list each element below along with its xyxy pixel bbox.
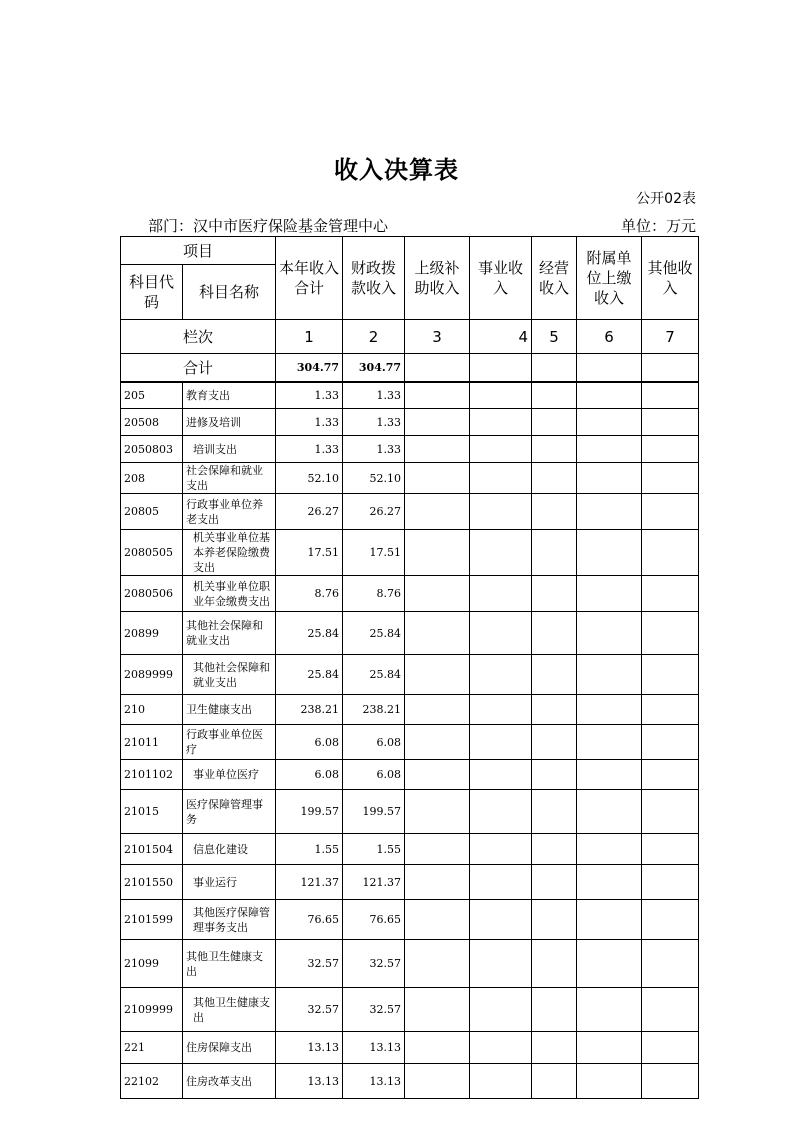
- subject-name-cell: 机关事业单位基本养老保险缴费支出: [183, 530, 276, 576]
- subject-code-cell: 205: [121, 382, 183, 409]
- empty-cell: [532, 463, 577, 494]
- fiscal-appropriation-cell: 6.08: [343, 725, 405, 760]
- total-value-6: [577, 354, 642, 382]
- fiscal-appropriation-cell: 13.13: [343, 1064, 405, 1099]
- header-other-income: 其他收入: [642, 237, 699, 320]
- income-table: [120, 236, 699, 1099]
- empty-cell: [470, 790, 532, 834]
- empty-cell: [532, 382, 577, 409]
- table-row: [121, 695, 699, 725]
- empty-cell: [532, 655, 577, 695]
- subject-name-cell: 社会保障和就业支出: [183, 463, 276, 494]
- table-row: [121, 655, 699, 695]
- empty-cell: [470, 612, 532, 655]
- empty-cell: [470, 409, 532, 436]
- unit-label: 单位：万元: [620, 217, 696, 235]
- empty-cell: [577, 760, 642, 790]
- empty-cell: [577, 940, 642, 988]
- table-row: [121, 865, 699, 900]
- empty-cell: [642, 612, 699, 655]
- subject-name-cell: 行政事业单位医疗: [183, 725, 276, 760]
- empty-cell: [405, 865, 470, 900]
- total-income-cell: 76.65: [276, 900, 343, 940]
- total-income-cell: 1.55: [276, 834, 343, 865]
- fiscal-appropriation-cell: 6.08: [343, 760, 405, 790]
- empty-cell: [470, 1032, 532, 1064]
- table-row: [121, 1064, 699, 1099]
- total-value-7: [642, 354, 699, 382]
- fiscal-appropriation-cell: 32.57: [343, 988, 405, 1032]
- fiscal-appropriation-cell: 25.84: [343, 612, 405, 655]
- empty-cell: [470, 494, 532, 530]
- empty-cell: [642, 576, 699, 612]
- subject-code-cell: 20899: [121, 612, 183, 655]
- total-income-cell: 199.57: [276, 790, 343, 834]
- empty-cell: [470, 725, 532, 760]
- fiscal-appropriation-cell: 17.51: [343, 530, 405, 576]
- fiscal-appropriation-cell: 13.13: [343, 1032, 405, 1064]
- subject-code-cell: 20508: [121, 409, 183, 436]
- empty-cell: [405, 612, 470, 655]
- empty-cell: [470, 900, 532, 940]
- header-fiscal-appropriation: 财政拨款收入: [343, 237, 405, 320]
- empty-cell: [642, 436, 699, 463]
- subject-name-cell: 教育支出: [183, 382, 276, 409]
- subject-code-cell: 2089999: [121, 655, 183, 695]
- empty-cell: [642, 940, 699, 988]
- subject-name-cell: 住房保障支出: [183, 1032, 276, 1064]
- empty-cell: [405, 409, 470, 436]
- department-label: 部门：汉中市医疗保险基金管理中心: [148, 217, 389, 235]
- fiscal-appropriation-cell: 76.65: [343, 900, 405, 940]
- table-row: [121, 940, 699, 988]
- subject-name-cell: 培训支出: [183, 436, 276, 463]
- empty-cell: [470, 382, 532, 409]
- empty-cell: [532, 865, 577, 900]
- empty-cell: [642, 834, 699, 865]
- total-income-cell: 1.33: [276, 382, 343, 409]
- subject-code-cell: 2050803: [121, 436, 183, 463]
- fiscal-appropriation-cell: 32.57: [343, 940, 405, 988]
- subject-name-cell: 医疗保障管理事务: [183, 790, 276, 834]
- empty-cell: [577, 409, 642, 436]
- empty-cell: [577, 725, 642, 760]
- subject-name-cell: 其他卫生健康支出: [183, 940, 276, 988]
- empty-cell: [405, 760, 470, 790]
- empty-cell: [577, 834, 642, 865]
- subject-name-cell: 住房改革支出: [183, 1064, 276, 1099]
- empty-cell: [405, 1064, 470, 1099]
- empty-cell: [577, 1064, 642, 1099]
- column-number-5: 5: [532, 320, 577, 354]
- empty-cell: [532, 760, 577, 790]
- empty-cell: [405, 655, 470, 695]
- subject-name-cell: 其他社会保障和就业支出: [183, 655, 276, 695]
- empty-cell: [470, 695, 532, 725]
- total-income-cell: 13.13: [276, 1064, 343, 1099]
- header-subject-code: 科目代码: [121, 265, 183, 320]
- total-label: 合计: [121, 354, 276, 382]
- total-income-cell: 52.10: [276, 463, 343, 494]
- header-project: 项目: [121, 237, 276, 265]
- subject-code-cell: 2101504: [121, 834, 183, 865]
- empty-cell: [470, 865, 532, 900]
- subject-name-cell: 进修及培训: [183, 409, 276, 436]
- empty-cell: [642, 790, 699, 834]
- table-row: [121, 463, 699, 494]
- empty-cell: [405, 834, 470, 865]
- header-subject-name: 科目名称: [183, 265, 276, 320]
- subject-name-cell: 事业运行: [183, 865, 276, 900]
- table-row: [121, 612, 699, 655]
- empty-cell: [470, 530, 532, 576]
- subject-code-cell: 2101102: [121, 760, 183, 790]
- subject-code-cell: 22102: [121, 1064, 183, 1099]
- empty-cell: [642, 695, 699, 725]
- total-income-cell: 1.33: [276, 409, 343, 436]
- subject-name-cell: 机关事业单位职业年金缴费支出: [183, 576, 276, 612]
- fiscal-appropriation-cell: 199.57: [343, 790, 405, 834]
- empty-cell: [577, 530, 642, 576]
- empty-cell: [532, 1064, 577, 1099]
- table-row: [121, 494, 699, 530]
- column-number-7: 7: [642, 320, 699, 354]
- total-value-1: 304.77: [276, 354, 343, 382]
- total-value-3: [405, 354, 470, 382]
- empty-cell: [642, 900, 699, 940]
- total-income-cell: 26.27: [276, 494, 343, 530]
- table-row: [121, 530, 699, 576]
- form-number: 公开02表: [636, 191, 696, 207]
- empty-cell: [405, 988, 470, 1032]
- empty-cell: [532, 409, 577, 436]
- empty-cell: [642, 1064, 699, 1099]
- empty-cell: [577, 790, 642, 834]
- empty-cell: [532, 530, 577, 576]
- header-row-1: [121, 237, 699, 265]
- empty-cell: [577, 1032, 642, 1064]
- subject-code-cell: 210: [121, 695, 183, 725]
- column-number-label: 栏次: [121, 320, 276, 354]
- table-row: [121, 760, 699, 790]
- empty-cell: [642, 382, 699, 409]
- empty-cell: [577, 436, 642, 463]
- subject-code-cell: 2080506: [121, 576, 183, 612]
- table-row: [121, 1032, 699, 1064]
- subject-name-cell: 信息化建设: [183, 834, 276, 865]
- page-title: 收入决算表: [334, 156, 459, 184]
- subject-code-cell: 21099: [121, 940, 183, 988]
- total-income-cell: 1.33: [276, 436, 343, 463]
- fiscal-appropriation-cell: 25.84: [343, 655, 405, 695]
- empty-cell: [470, 655, 532, 695]
- empty-cell: [577, 988, 642, 1032]
- empty-cell: [577, 900, 642, 940]
- fiscal-appropriation-cell: 121.37: [343, 865, 405, 900]
- fiscal-appropriation-cell: 52.10: [343, 463, 405, 494]
- column-number-2: 2: [343, 320, 405, 354]
- header-business-income: 事业收入: [470, 237, 532, 320]
- total-income-cell: 13.13: [276, 1032, 343, 1064]
- subject-code-cell: 208: [121, 463, 183, 494]
- subject-code-cell: 20805: [121, 494, 183, 530]
- empty-cell: [532, 940, 577, 988]
- total-row: [121, 354, 699, 382]
- empty-cell: [532, 576, 577, 612]
- empty-cell: [470, 576, 532, 612]
- table-row: [121, 834, 699, 865]
- empty-cell: [470, 1064, 532, 1099]
- subject-name-cell: 其他医疗保障管理事务支出: [183, 900, 276, 940]
- subject-code-cell: 21011: [121, 725, 183, 760]
- empty-cell: [405, 576, 470, 612]
- table-row: [121, 900, 699, 940]
- empty-cell: [470, 436, 532, 463]
- subject-code-cell: 2080505: [121, 530, 183, 576]
- total-value-2: 304.77: [343, 354, 405, 382]
- empty-cell: [577, 695, 642, 725]
- empty-cell: [642, 530, 699, 576]
- table-row: [121, 409, 699, 436]
- fiscal-appropriation-cell: 1.33: [343, 409, 405, 436]
- fiscal-appropriation-cell: 26.27: [343, 494, 405, 530]
- table-row: [121, 576, 699, 612]
- empty-cell: [405, 436, 470, 463]
- fiscal-appropriation-cell: 1.33: [343, 382, 405, 409]
- empty-cell: [577, 612, 642, 655]
- total-income-cell: 238.21: [276, 695, 343, 725]
- total-income-cell: 32.57: [276, 940, 343, 988]
- empty-cell: [405, 494, 470, 530]
- subject-name-cell: 其他社会保障和就业支出: [183, 612, 276, 655]
- total-value-4: [470, 354, 532, 382]
- empty-cell: [532, 834, 577, 865]
- empty-cell: [405, 695, 470, 725]
- empty-cell: [405, 530, 470, 576]
- total-income-cell: 25.84: [276, 655, 343, 695]
- empty-cell: [405, 463, 470, 494]
- subject-code-cell: 21015: [121, 790, 183, 834]
- subject-name-cell: 卫生健康支出: [183, 695, 276, 725]
- empty-cell: [470, 988, 532, 1032]
- subject-name-cell: 事业单位医疗: [183, 760, 276, 790]
- empty-cell: [532, 900, 577, 940]
- empty-cell: [642, 988, 699, 1032]
- empty-cell: [642, 865, 699, 900]
- empty-cell: [532, 695, 577, 725]
- empty-cell: [532, 790, 577, 834]
- empty-cell: [577, 463, 642, 494]
- header-superior-subsidy: 上级补助收入: [405, 237, 470, 320]
- empty-cell: [577, 655, 642, 695]
- header-total-income: 本年收入合计: [276, 237, 343, 320]
- empty-cell: [470, 760, 532, 790]
- empty-cell: [470, 940, 532, 988]
- empty-cell: [642, 760, 699, 790]
- empty-cell: [642, 463, 699, 494]
- column-number-3: 3: [405, 320, 470, 354]
- header-operating-income: 经营收入: [532, 237, 577, 320]
- subject-name-cell: 行政事业单位养老支出: [183, 494, 276, 530]
- empty-cell: [532, 436, 577, 463]
- total-value-5: [532, 354, 577, 382]
- total-income-cell: 6.08: [276, 760, 343, 790]
- empty-cell: [405, 940, 470, 988]
- total-income-cell: 6.08: [276, 725, 343, 760]
- subject-code-cell: 221: [121, 1032, 183, 1064]
- total-income-cell: 25.84: [276, 612, 343, 655]
- empty-cell: [532, 1032, 577, 1064]
- empty-cell: [577, 865, 642, 900]
- subject-code-cell: 2109999: [121, 988, 183, 1032]
- subject-code-cell: 2101550: [121, 865, 183, 900]
- column-number-row: [121, 320, 699, 354]
- empty-cell: [405, 725, 470, 760]
- table-row: [121, 988, 699, 1032]
- table-row: [121, 790, 699, 834]
- empty-cell: [577, 382, 642, 409]
- empty-cell: [642, 494, 699, 530]
- subject-code-cell: 2101599: [121, 900, 183, 940]
- empty-cell: [642, 655, 699, 695]
- fiscal-appropriation-cell: 238.21: [343, 695, 405, 725]
- total-income-cell: 8.76: [276, 576, 343, 612]
- empty-cell: [642, 409, 699, 436]
- column-number-4: 4: [470, 320, 532, 354]
- empty-cell: [470, 834, 532, 865]
- header-affiliated-income: 附属单位上缴收入: [577, 237, 642, 320]
- fiscal-appropriation-cell: 1.33: [343, 436, 405, 463]
- empty-cell: [532, 988, 577, 1032]
- empty-cell: [532, 612, 577, 655]
- table-row: [121, 382, 699, 409]
- column-number-6: 6: [577, 320, 642, 354]
- empty-cell: [532, 725, 577, 760]
- empty-cell: [405, 900, 470, 940]
- empty-cell: [532, 494, 577, 530]
- empty-cell: [577, 576, 642, 612]
- empty-cell: [405, 382, 470, 409]
- fiscal-appropriation-cell: 8.76: [343, 576, 405, 612]
- empty-cell: [405, 790, 470, 834]
- total-income-cell: 121.37: [276, 865, 343, 900]
- total-income-cell: 32.57: [276, 988, 343, 1032]
- empty-cell: [642, 1032, 699, 1064]
- empty-cell: [470, 463, 532, 494]
- table-row: [121, 436, 699, 463]
- column-number-1: 1: [276, 320, 343, 354]
- total-income-cell: 17.51: [276, 530, 343, 576]
- subject-name-cell: 其他卫生健康支出: [183, 988, 276, 1032]
- empty-cell: [577, 494, 642, 530]
- fiscal-appropriation-cell: 1.55: [343, 834, 405, 865]
- empty-cell: [642, 725, 699, 760]
- empty-cell: [405, 1032, 470, 1064]
- table-row: [121, 725, 699, 760]
